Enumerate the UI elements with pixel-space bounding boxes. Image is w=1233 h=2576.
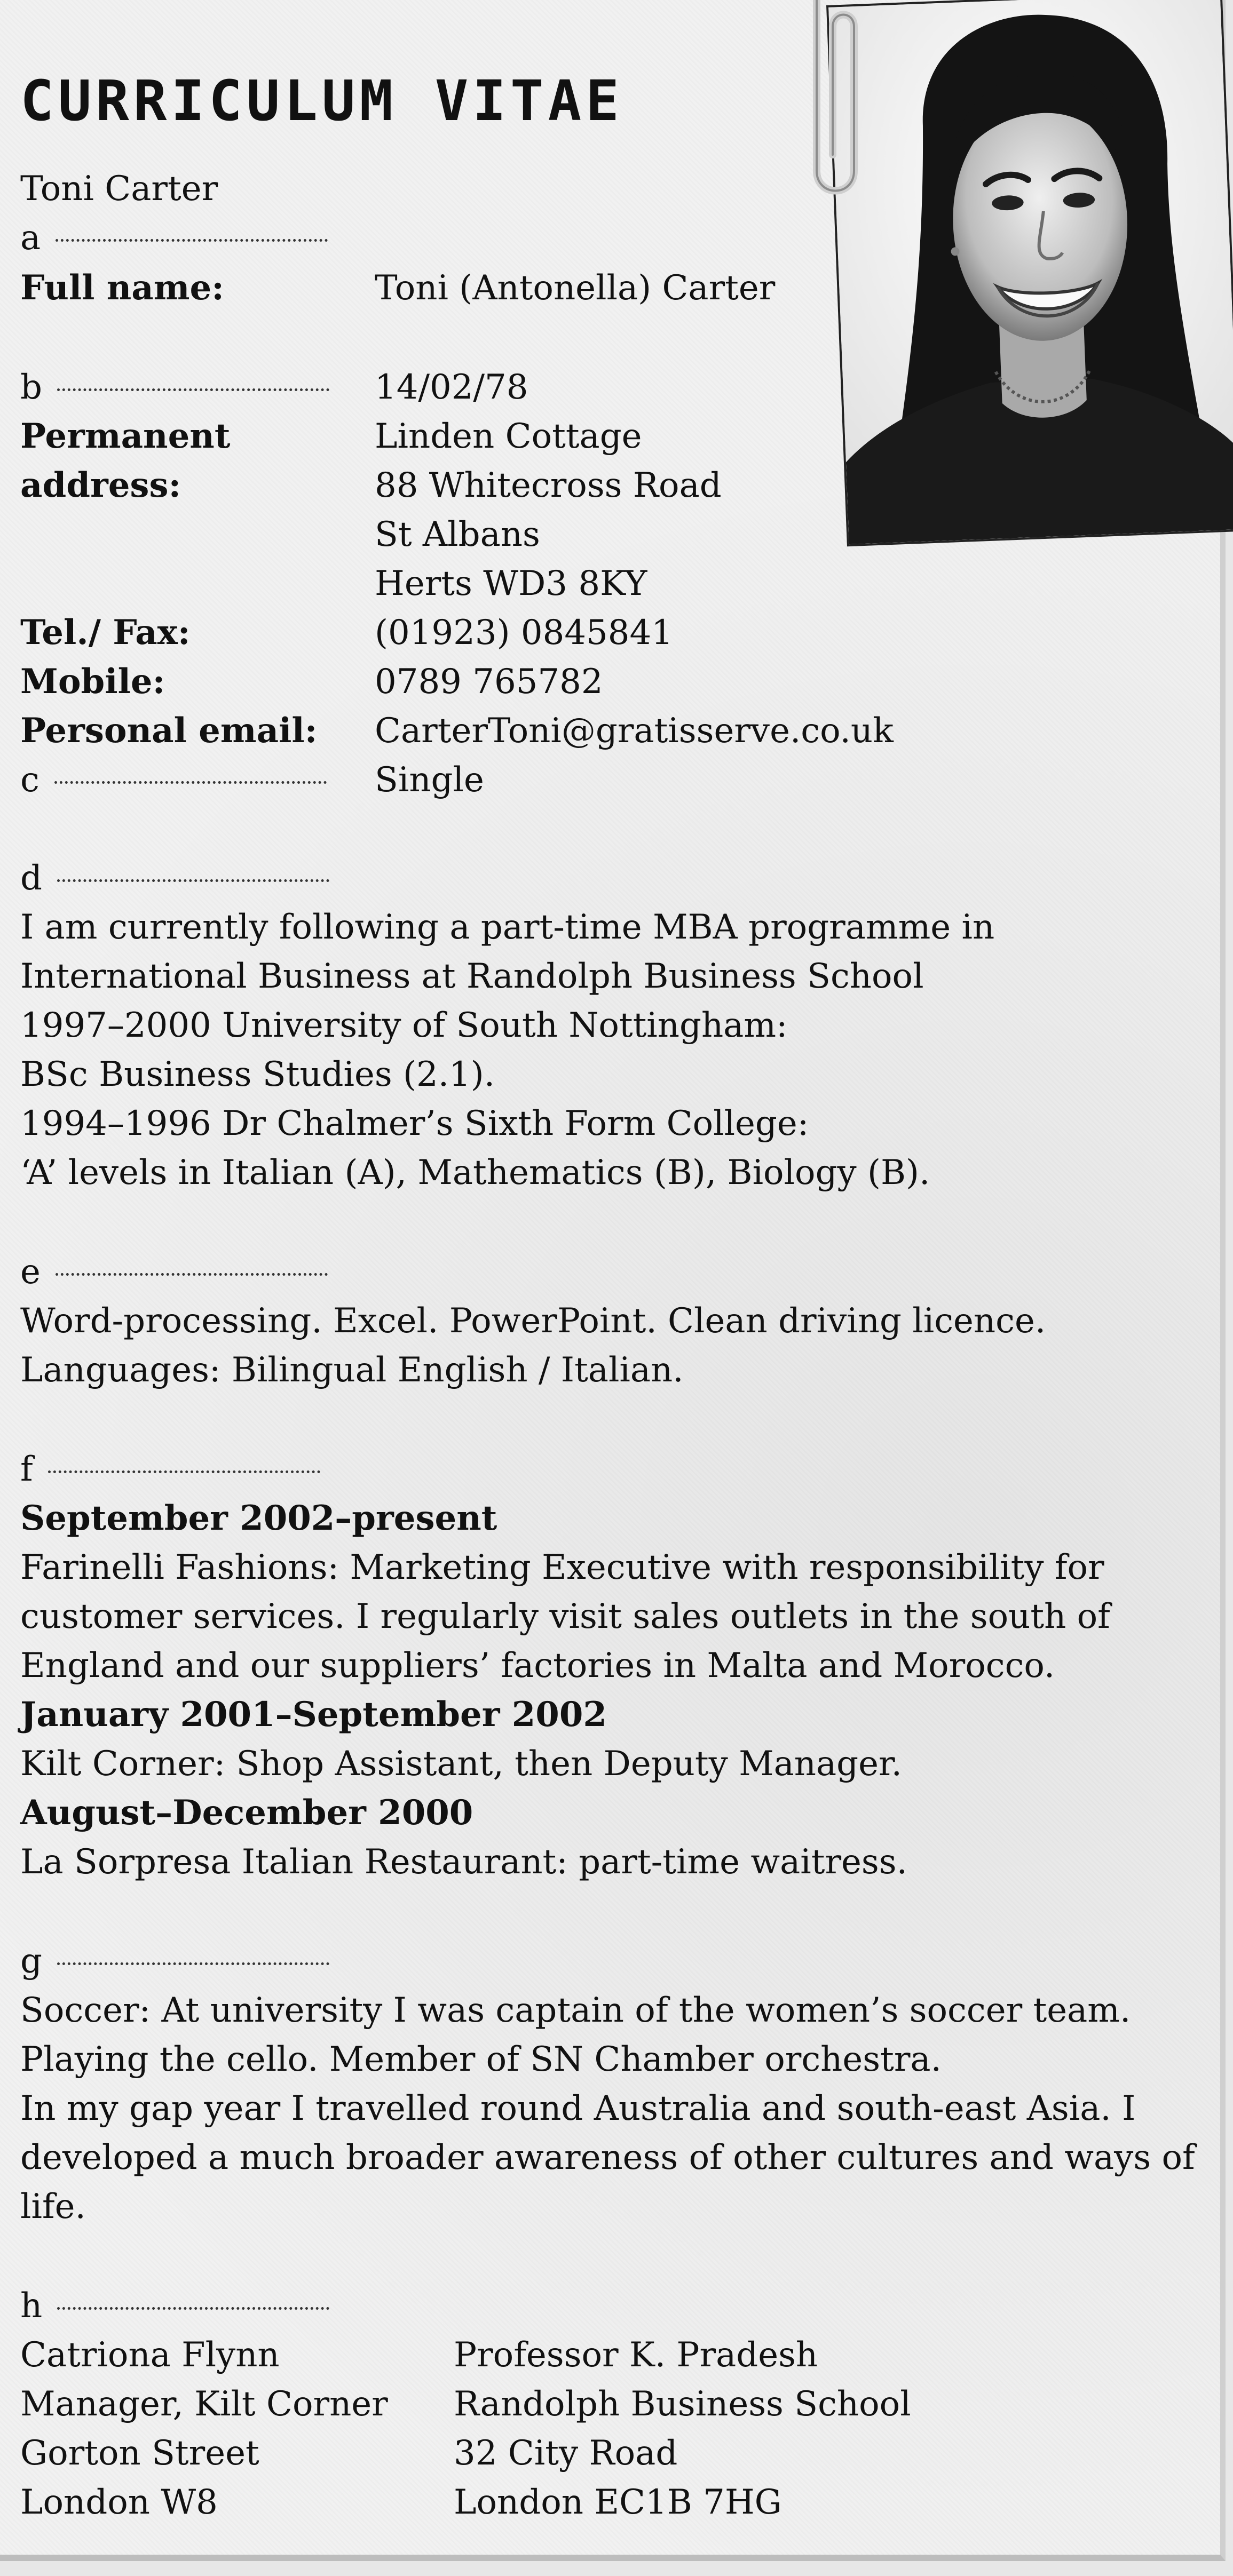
blank-e-letter: e	[20, 1252, 41, 1292]
portrait-photo	[826, 0, 1233, 560]
mobile-value: 0789 765782	[375, 662, 603, 702]
blank-a	[20, 213, 328, 263]
dob-value: 14/02/78	[375, 368, 528, 407]
interests-line: life.	[20, 2187, 86, 2227]
blank-b-letter: b	[20, 368, 42, 407]
education-line: ‘A’ levels in Italian (A), Mathematics (B), Biology (B).	[20, 1153, 930, 1192]
blank-a-letter: a	[20, 218, 41, 258]
address-line-3: St Albans	[375, 515, 540, 554]
full-name-value: Toni (Antonella) Carter	[375, 268, 776, 308]
blank-e-dots	[56, 1273, 328, 1276]
blank-h	[20, 2281, 329, 2331]
tel-label: Tel./ Fax:	[20, 613, 191, 653]
marital-value: Single	[375, 760, 484, 800]
referee-2-line: Professor K. Pradesh	[454, 2335, 818, 2375]
education-line: 1994–1996 Dr Chalmer’s Sixth Form College:	[20, 1104, 809, 1143]
blank-f	[20, 1445, 320, 1494]
blank-h-dots	[57, 2307, 329, 2310]
education-line: 1997–2000 University of South Nottingham:	[20, 1006, 788, 1045]
experience-period: January 2001–September 2002	[20, 1695, 607, 1735]
blank-a-dots	[56, 239, 328, 242]
interests-line: Playing the cello. Member of SN Chamber orchestra.	[20, 2040, 942, 2079]
referee-1-line: Manager, Kilt Corner	[20, 2384, 388, 2424]
experience-line: La Sorpresa Italian Restaurant: part-time waitress.	[20, 1842, 907, 1882]
referee-1-line: Gorton Street	[20, 2434, 259, 2473]
portrait-image	[828, 0, 1233, 544]
referee-2-line: London EC1B 7HG	[454, 2483, 782, 2522]
experience-line: customer services. I regularly visit sales outlets in the south of	[20, 1597, 1110, 1636]
blank-c	[20, 756, 327, 805]
blank-d-letter: d	[20, 858, 42, 898]
address-line-2: 88 Whitecross Road	[375, 466, 722, 505]
interests-line: In my gap year I travelled round Australia and south-east Asia. I	[20, 2089, 1136, 2128]
address-label-1: Permanent	[20, 416, 231, 456]
photo-frame	[826, 0, 1233, 546]
blank-g	[20, 1937, 329, 1986]
blank-e	[20, 1247, 328, 1297]
address-line-1: Linden Cottage	[375, 417, 642, 456]
blank-d	[20, 854, 329, 903]
address-label-2: address:	[20, 465, 181, 505]
paperclip-icon	[779, 0, 886, 219]
blank-b	[20, 363, 329, 412]
blank-d-dots	[57, 879, 329, 882]
blank-h-letter: h	[20, 2286, 43, 2326]
referee-2-line: Randolph Business School	[454, 2384, 911, 2424]
education-line: International Business at Randolph Business School	[20, 957, 924, 996]
experience-line: England and our suppliers’ factories in Malta and Morocco.	[20, 1646, 1055, 1685]
blank-b-dots	[57, 388, 329, 391]
mobile-label: Mobile:	[20, 662, 165, 702]
blank-f-dots	[48, 1470, 320, 1473]
tel-value: (01923) 0845841	[375, 613, 673, 653]
referee-1-line: London W8	[20, 2483, 218, 2522]
blank-g-dots	[57, 1962, 329, 1965]
experience-period: September 2002–present	[20, 1498, 497, 1538]
experience-line: Farinelli Fashions: Marketing Executive with responsibility for	[20, 1548, 1104, 1587]
education-line: BSc Business Studies (2.1).	[20, 1055, 495, 1094]
address-line-4: Herts WD3 8KY	[375, 564, 647, 603]
blank-f-letter: f	[20, 1450, 33, 1489]
interests-line: developed a much broader awareness of other cultures and ways of	[20, 2138, 1195, 2177]
document-title: CURRICULUM VITAE	[20, 68, 623, 133]
skills-line: Word-processing. Excel. PowerPoint. Clean driving licence.	[20, 1301, 1046, 1341]
email-value: CarterToni@gratisserve.co.uk	[375, 711, 894, 751]
referee-1-line: Catriona Flynn	[20, 2335, 280, 2375]
referee-2-line: 32 City Road	[454, 2434, 678, 2473]
experience-period: August–December 2000	[20, 1793, 473, 1833]
interests-line: Soccer: At university I was captain of the women’s soccer team.	[20, 1991, 1131, 2030]
blank-g-letter: g	[20, 1942, 42, 1981]
blank-c-dots	[54, 781, 327, 784]
email-label: Personal email:	[20, 711, 318, 751]
full-name-label: Full name:	[20, 268, 224, 308]
experience-line: Kilt Corner: Shop Assistant, then Deputy Manager.	[20, 1744, 902, 1784]
education-line: I am currently following a part-time MBA programme in	[20, 908, 995, 947]
blank-c-letter: c	[20, 760, 39, 800]
skills-line: Languages: Bilingual English / Italian.	[20, 1350, 684, 1390]
name-line: Toni Carter	[20, 169, 218, 209]
